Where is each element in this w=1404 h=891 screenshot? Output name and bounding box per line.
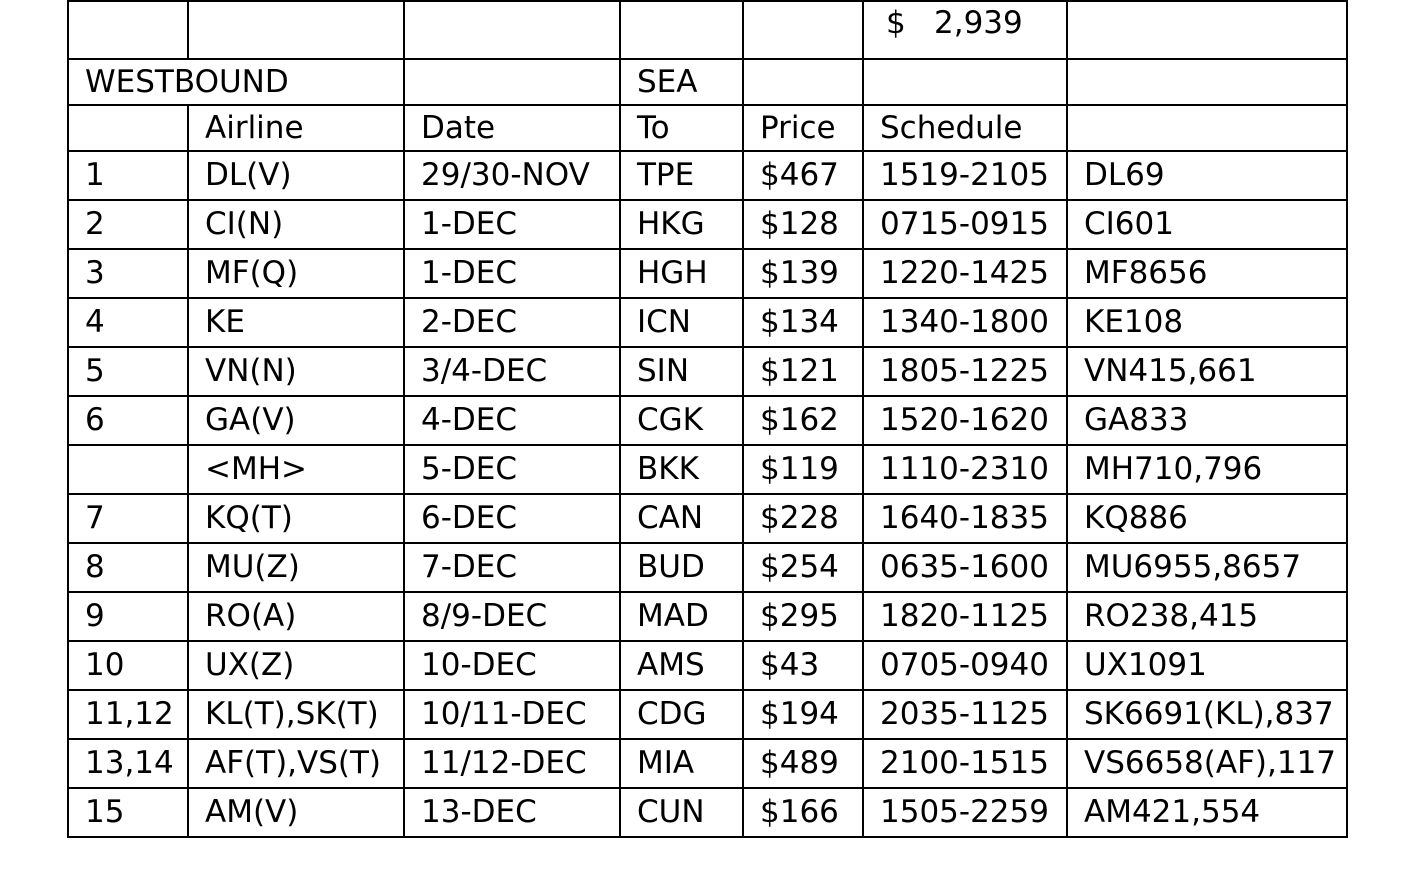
flight-row [68, 200, 1347, 249]
flight-number-cell: AM421,554 [1067, 788, 1347, 837]
empty-cell [404, 59, 620, 105]
empty-cell [620, 1, 743, 59]
destination-cell: HGH [620, 249, 743, 298]
empty-cell [188, 1, 404, 59]
flight-row [68, 347, 1347, 396]
airline-cell: DL(V) [188, 151, 404, 200]
total-row [68, 1, 1347, 59]
destination-cell: CUN [620, 788, 743, 837]
schedule-cell: 1340-1800 [863, 298, 1067, 347]
destination-cell: TPE [620, 151, 743, 200]
flight-number-cell: MH710,796 [1067, 445, 1347, 494]
date-cell: 29/30-NOV [404, 151, 620, 200]
schedule-cell: 1110-2310 [863, 445, 1067, 494]
flight-number-cell: KQ886 [1067, 494, 1347, 543]
row-number: 9 [68, 592, 188, 641]
airline-cell: GA(V) [188, 396, 404, 445]
price-cell: $194 [743, 690, 863, 739]
empty-cell [743, 59, 863, 105]
airline-cell: UX(Z) [188, 641, 404, 690]
flight-number-cell: DL69 [1067, 151, 1347, 200]
schedule-cell: 1220-1425 [863, 249, 1067, 298]
header-price: Price [743, 105, 863, 151]
row-number: 8 [68, 543, 188, 592]
schedule-cell: 2100-1515 [863, 739, 1067, 788]
destination-cell: AMS [620, 641, 743, 690]
empty-cell [68, 105, 188, 151]
price-cell: $119 [743, 445, 863, 494]
row-number: 1 [68, 151, 188, 200]
flight-row [68, 494, 1347, 543]
price-cell: $134 [743, 298, 863, 347]
schedule-cell: 1519-2105 [863, 151, 1067, 200]
flight-number-cell: RO238,415 [1067, 592, 1347, 641]
date-cell: 10/11-DEC [404, 690, 620, 739]
schedule-cell: 2035-1125 [863, 690, 1067, 739]
empty-cell [404, 1, 620, 59]
row-number: 6 [68, 396, 188, 445]
destination-cell: CAN [620, 494, 743, 543]
flight-row [68, 543, 1347, 592]
schedule-cell: 1820-1125 [863, 592, 1067, 641]
header-to: To [620, 105, 743, 151]
total-price-cell [863, 1, 1067, 59]
airline-cell: <MH> [188, 445, 404, 494]
destination-cell: ICN [620, 298, 743, 347]
section-label: WESTBOUND [68, 59, 404, 105]
section-row [68, 59, 1347, 105]
header-airline: Airline [188, 105, 404, 151]
price-cell: $166 [743, 788, 863, 837]
total-currency: $ [886, 5, 906, 41]
flight-number-cell: VS6658(AF),117 [1067, 739, 1347, 788]
empty-cell [1067, 105, 1347, 151]
price-cell: $254 [743, 543, 863, 592]
flight-number-cell: KE108 [1067, 298, 1347, 347]
empty-cell [68, 1, 188, 59]
flight-row [68, 788, 1347, 837]
airline-cell: MU(Z) [188, 543, 404, 592]
schedule-cell: 0635-1600 [863, 543, 1067, 592]
flight-row [68, 739, 1347, 788]
price-cell: $162 [743, 396, 863, 445]
destination-cell: MIA [620, 739, 743, 788]
destination-cell: BUD [620, 543, 743, 592]
date-cell: 1-DEC [404, 249, 620, 298]
price-cell: $139 [743, 249, 863, 298]
destination-cell: BKK [620, 445, 743, 494]
price-cell: $467 [743, 151, 863, 200]
airline-cell: MF(Q) [188, 249, 404, 298]
flight-row [68, 249, 1347, 298]
row-number: 3 [68, 249, 188, 298]
date-cell: 10-DEC [404, 641, 620, 690]
flight-row [68, 641, 1347, 690]
flight-number-cell: MU6955,8657 [1067, 543, 1347, 592]
date-cell: 13-DEC [404, 788, 620, 837]
airline-cell: KL(T),SK(T) [188, 690, 404, 739]
flight-number-cell: GA833 [1067, 396, 1347, 445]
price-cell: $43 [743, 641, 863, 690]
airline-cell: VN(N) [188, 347, 404, 396]
destination-cell: MAD [620, 592, 743, 641]
flight-number-cell: SK6691(KL),837 [1067, 690, 1347, 739]
price-cell: $489 [743, 739, 863, 788]
date-cell: 1-DEC [404, 200, 620, 249]
schedule-cell: 1505-2259 [863, 788, 1067, 837]
price-cell: $228 [743, 494, 863, 543]
row-number: 13,14 [68, 739, 188, 788]
airline-cell: AM(V) [188, 788, 404, 837]
row-number: 10 [68, 641, 188, 690]
row-number: 2 [68, 200, 188, 249]
flight-number-cell: VN415,661 [1067, 347, 1347, 396]
empty-cell [1067, 1, 1347, 59]
total-amount: 2,939 [934, 5, 1023, 41]
empty-cell [743, 1, 863, 59]
flight-row [68, 445, 1347, 494]
flight-row [68, 592, 1347, 641]
date-cell: 6-DEC [404, 494, 620, 543]
flight-row [68, 690, 1347, 739]
date-cell: 11/12-DEC [404, 739, 620, 788]
flight-number-cell: MF8656 [1067, 249, 1347, 298]
row-number [68, 445, 188, 494]
date-cell: 8/9-DEC [404, 592, 620, 641]
airline-cell: CI(N) [188, 200, 404, 249]
date-cell: 3/4-DEC [404, 347, 620, 396]
flight-number-cell: UX1091 [1067, 641, 1347, 690]
row-number: 15 [68, 788, 188, 837]
header-schedule: Schedule [863, 105, 1067, 151]
header-date: Date [404, 105, 620, 151]
price-cell: $128 [743, 200, 863, 249]
schedule-cell: 1520-1620 [863, 396, 1067, 445]
date-cell: 5-DEC [404, 445, 620, 494]
flight-number-cell: CI601 [1067, 200, 1347, 249]
flight-row [68, 396, 1347, 445]
row-number: 11,12 [68, 690, 188, 739]
date-cell: 4-DEC [404, 396, 620, 445]
flight-row [68, 298, 1347, 347]
schedule-cell: 0705-0940 [863, 641, 1067, 690]
airline-cell: AF(T),VS(T) [188, 739, 404, 788]
destination-cell: SIN [620, 347, 743, 396]
airline-cell: KE [188, 298, 404, 347]
origin-airport: SEA [620, 59, 743, 105]
airline-cell: RO(A) [188, 592, 404, 641]
flight-itinerary-table [67, 0, 1348, 838]
schedule-cell: 1640-1835 [863, 494, 1067, 543]
schedule-cell: 0715-0915 [863, 200, 1067, 249]
price-cell: $121 [743, 347, 863, 396]
empty-cell [1067, 59, 1347, 105]
row-number: 4 [68, 298, 188, 347]
schedule-cell: 1805-1225 [863, 347, 1067, 396]
destination-cell: HKG [620, 200, 743, 249]
empty-cell [863, 59, 1067, 105]
flight-row [68, 151, 1347, 200]
header-row [68, 105, 1347, 151]
destination-cell: CDG [620, 690, 743, 739]
date-cell: 2-DEC [404, 298, 620, 347]
price-cell: $295 [743, 592, 863, 641]
airline-cell: KQ(T) [188, 494, 404, 543]
row-number: 7 [68, 494, 188, 543]
date-cell: 7-DEC [404, 543, 620, 592]
destination-cell: CGK [620, 396, 743, 445]
row-number: 5 [68, 347, 188, 396]
